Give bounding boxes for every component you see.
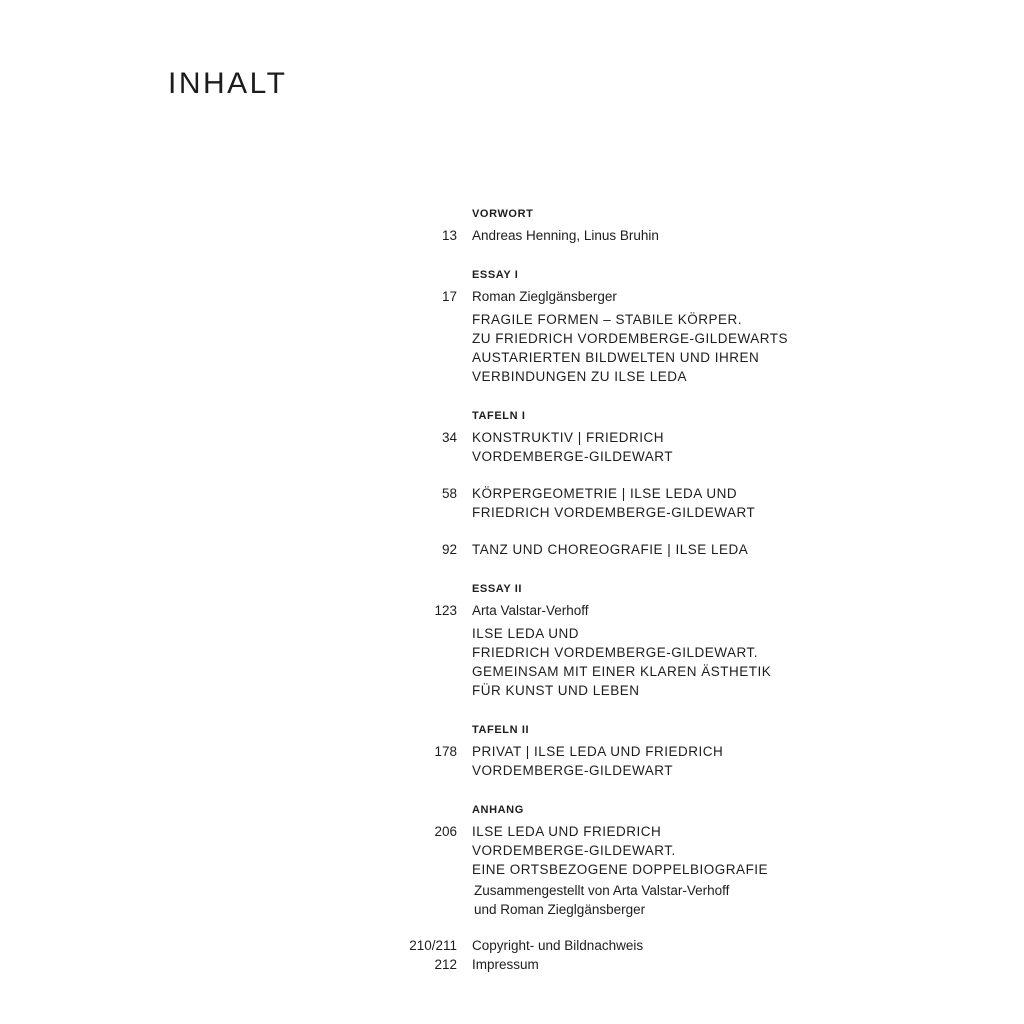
toc-entry — [0, 742, 1024, 780]
table-of-contents — [0, 205, 1024, 974]
toc-entry-line: FRIEDRICH VORDEMBERGE-GILDEWART — [472, 505, 756, 520]
toc-entry-line: EINE ORTSBEZOGENE DOPPELBIOGRAFIE — [472, 862, 769, 877]
toc-entry-line: FRIEDRICH VORDEMBERGE-GILDEWART. — [472, 645, 759, 660]
page-number: 58 — [441, 486, 457, 501]
section-label: TAFELN II — [472, 724, 530, 736]
toc-entry — [0, 484, 1024, 522]
toc-entry-line: und Roman Zieglgänsberger — [474, 902, 646, 917]
toc-section-tafeln-1 — [0, 407, 1024, 559]
section-label-row — [0, 580, 1024, 599]
section-label-row — [0, 407, 1024, 426]
page-number: 17 — [441, 289, 457, 304]
toc-section-backmatter — [0, 936, 1024, 974]
page-number: 206 — [434, 824, 457, 839]
section-label-row — [0, 266, 1024, 285]
section-label: ESSAY II — [472, 583, 523, 595]
toc-entry-line: KONSTRUKTIV | FRIEDRICH — [472, 430, 665, 445]
section-label: TAFELN I — [472, 410, 526, 422]
page-number: 34 — [441, 430, 457, 445]
toc-entry-line: Roman Zieglgänsberger — [472, 289, 617, 304]
toc-entry-line: KÖRPERGEOMETRIE | ILSE LEDA UND — [472, 486, 738, 501]
toc-entry — [0, 601, 1024, 700]
toc-entry-line: GEMEINSAM MIT EINER KLAREN ÄSTHETIK — [472, 664, 772, 679]
toc-entry-line: Andreas Henning, Linus Bruhin — [472, 228, 659, 243]
section-label-row — [0, 721, 1024, 740]
section-label-row — [0, 801, 1024, 820]
toc-section-tafeln-2 — [0, 721, 1024, 780]
section-label: ANHANG — [472, 804, 524, 816]
page-number: 92 — [441, 542, 457, 557]
page-number: 212 — [434, 957, 457, 972]
section-label: ESSAY I — [472, 269, 519, 281]
toc-section-anhang — [0, 801, 1024, 919]
toc-entry-line: VERBINDUNGEN ZU ILSE LEDA — [472, 369, 688, 384]
toc-entry-line: ILSE LEDA UND — [472, 626, 580, 641]
toc-entry-line: Impressum — [472, 957, 539, 972]
toc-entry-line: Arta Valstar-Verhoff — [472, 603, 589, 618]
toc-entry-line: PRIVAT | ILSE LEDA UND FRIEDRICH — [472, 744, 724, 759]
toc-entry — [0, 226, 1024, 245]
section-label-row — [0, 205, 1024, 224]
page-number: 13 — [441, 228, 457, 243]
toc-entry-line: Zusammengestellt von Arta Valstar-Verhoff — [474, 883, 730, 898]
page-number: 178 — [434, 744, 457, 759]
toc-entry-line: AUSTARIERTEN BILDWELTEN UND IHREN — [472, 350, 760, 365]
toc-entry-line: FRAGILE FORMEN – STABILE KÖRPER. — [472, 312, 743, 327]
toc-section-essay-1 — [0, 266, 1024, 386]
page-title: INHALT — [168, 67, 288, 101]
toc-section-essay-2 — [0, 580, 1024, 700]
toc-entry — [0, 428, 1024, 466]
toc-entry-line: ILSE LEDA UND FRIEDRICH — [472, 824, 662, 839]
page-number: 210/211 — [409, 938, 457, 953]
toc-entry-line: Copyright- und Bildnachweis — [472, 938, 644, 953]
toc-entry-line: FÜR KUNST UND LEBEN — [472, 683, 640, 698]
toc-entry-line: VORDEMBERGE-GILDEWART. — [472, 843, 676, 858]
toc-entry — [0, 822, 1024, 919]
toc-entry-line: ZU FRIEDRICH VORDEMBERGE-GILDEWARTS — [472, 331, 789, 346]
toc-section-vorwort — [0, 205, 1024, 245]
toc-entry — [0, 287, 1024, 386]
toc-entry — [0, 540, 1024, 559]
page-number: 123 — [434, 603, 457, 618]
toc-entry-line: TANZ UND CHOREOGRAFIE | ILSE LEDA — [472, 542, 749, 557]
toc-entry — [0, 955, 1024, 974]
section-label: VORWORT — [472, 208, 534, 220]
toc-entry-line: VORDEMBERGE-GILDEWART — [472, 449, 674, 464]
toc-entry-line: VORDEMBERGE-GILDEWART — [472, 763, 674, 778]
toc-entry — [0, 936, 1024, 955]
